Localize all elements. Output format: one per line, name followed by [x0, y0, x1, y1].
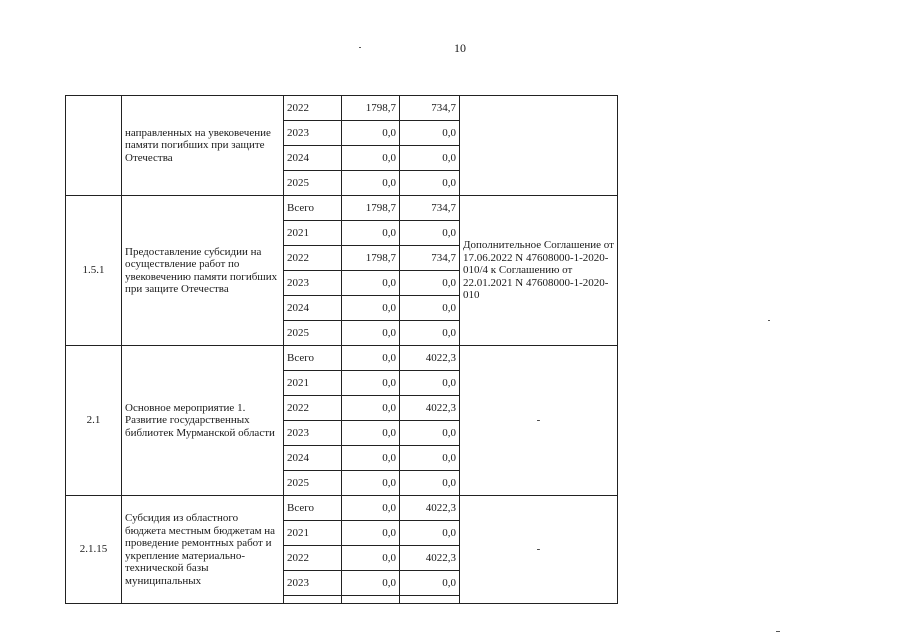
- value-cell: 734,7: [400, 246, 460, 271]
- period-cell: 2022: [284, 396, 342, 421]
- item-name: Предоставление субсидии на осуществление работ по увековечению памяти погибших при защите Отечества: [122, 196, 284, 346]
- value-cell: 0,0: [342, 146, 400, 171]
- period-cell: 2021: [284, 521, 342, 546]
- value-cell: 0,0: [400, 221, 460, 246]
- value-cell: 0,0: [400, 121, 460, 146]
- period-cell: 2023: [284, 271, 342, 296]
- value-cell: 0,0: [342, 321, 400, 346]
- value-cell: 4022,3: [400, 496, 460, 521]
- period-cell: Всего: [284, 496, 342, 521]
- value-cell: 0,0: [342, 546, 400, 571]
- item-note: -: [460, 496, 618, 604]
- period-cell: 2024: [284, 296, 342, 321]
- value-cell: 1798,7: [342, 246, 400, 271]
- period-cell: 2023: [284, 571, 342, 596]
- scan-speck: [359, 47, 361, 48]
- item-code: 2.1.15: [66, 496, 122, 604]
- value-cell: 1798,7: [342, 196, 400, 221]
- value-cell: 0,0: [400, 296, 460, 321]
- item-code: [66, 96, 122, 196]
- value-cell: 0,0: [342, 396, 400, 421]
- value-cell: 0,0: [342, 271, 400, 296]
- item-note: Дополнительное Соглашение от 17.06.2022 N 47608000-1-2020-010/4 к Соглашению от 22.01.2021 N 47608000-1-2020-010: [460, 196, 618, 346]
- period-cell: 2021: [284, 221, 342, 246]
- period-cell: 2022: [284, 96, 342, 121]
- period-cell: Всего: [284, 346, 342, 371]
- value-cell: 0,0: [342, 371, 400, 396]
- value-cell: 0,0: [400, 321, 460, 346]
- value-cell: 0,0: [342, 121, 400, 146]
- empty-cell: [284, 596, 342, 604]
- value-cell: 1798,7: [342, 96, 400, 121]
- period-cell: 2023: [284, 121, 342, 146]
- period-cell: 2022: [284, 246, 342, 271]
- table-row: [66, 346, 618, 371]
- scan-speck: [776, 631, 780, 632]
- item-code: 2.1: [66, 346, 122, 496]
- value-cell: 734,7: [400, 196, 460, 221]
- value-cell: 4022,3: [400, 396, 460, 421]
- period-cell: 2023: [284, 421, 342, 446]
- item-code: 1.5.1: [66, 196, 122, 346]
- value-cell: 0,0: [342, 171, 400, 196]
- value-cell: 0,0: [342, 446, 400, 471]
- item-name: Субсидия из областного бюджета местным бюджетам на проведение ремонтных работ и укрепление материально-технической базы муниципальных: [122, 496, 284, 604]
- item-note: [460, 96, 618, 196]
- value-cell: 0,0: [400, 571, 460, 596]
- item-note: -: [460, 346, 618, 496]
- budget-table: [65, 95, 618, 604]
- item-name: Основное мероприятие 1. Развитие государственных библиотек Мурманской области: [122, 346, 284, 496]
- empty-cell: [400, 596, 460, 604]
- value-cell: 0,0: [400, 521, 460, 546]
- period-cell: 2022: [284, 546, 342, 571]
- value-cell: 0,0: [400, 271, 460, 296]
- period-cell: 2024: [284, 446, 342, 471]
- value-cell: 0,0: [342, 296, 400, 321]
- value-cell: 0,0: [342, 496, 400, 521]
- scan-speck: [768, 320, 770, 321]
- value-cell: 0,0: [342, 421, 400, 446]
- value-cell: 0,0: [400, 446, 460, 471]
- value-cell: 0,0: [342, 346, 400, 371]
- value-cell: 0,0: [342, 521, 400, 546]
- value-cell: 0,0: [400, 146, 460, 171]
- period-cell: 2024: [284, 146, 342, 171]
- value-cell: 0,0: [342, 471, 400, 496]
- item-name: направленных на увековечение памяти погибших при защите Отечества: [122, 96, 284, 196]
- value-cell: 0,0: [400, 471, 460, 496]
- value-cell: 4022,3: [400, 546, 460, 571]
- period-cell: 2025: [284, 321, 342, 346]
- value-cell: 0,0: [342, 221, 400, 246]
- value-cell: 0,0: [400, 371, 460, 396]
- table-row: [66, 496, 618, 521]
- empty-cell: [342, 596, 400, 604]
- value-cell: 4022,3: [400, 346, 460, 371]
- value-cell: 734,7: [400, 96, 460, 121]
- period-cell: 2021: [284, 371, 342, 396]
- table-row: [66, 96, 618, 121]
- value-cell: 0,0: [400, 421, 460, 446]
- period-cell: 2025: [284, 171, 342, 196]
- page-number: 10: [454, 41, 466, 55]
- value-cell: 0,0: [400, 171, 460, 196]
- value-cell: 0,0: [342, 571, 400, 596]
- period-cell: 2025: [284, 471, 342, 496]
- period-cell: Всего: [284, 196, 342, 221]
- table-row: [66, 196, 618, 221]
